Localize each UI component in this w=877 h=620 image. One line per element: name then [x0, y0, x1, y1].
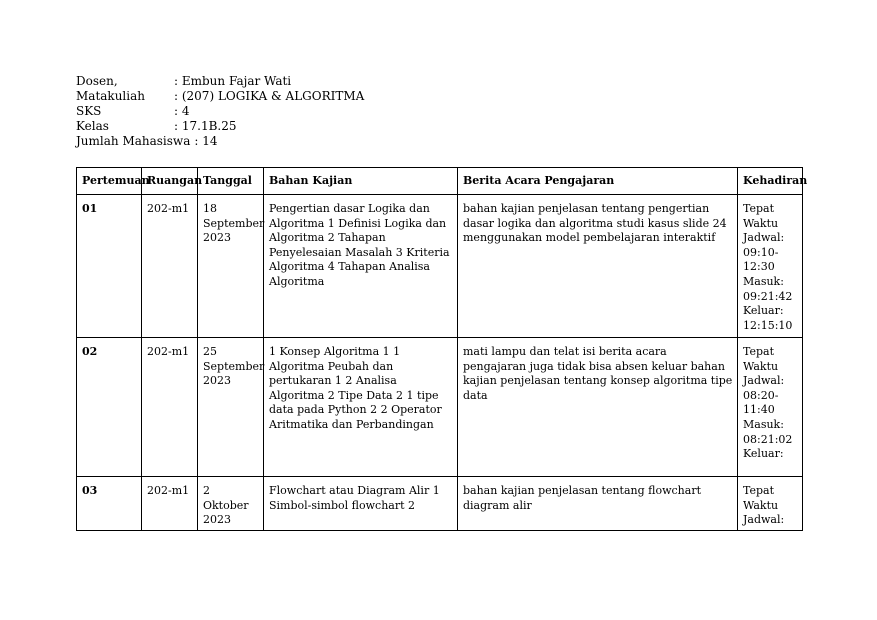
info-value: : 17.1B.25: [174, 119, 237, 133]
info-label: Jumlah Mahasiswa: [76, 134, 191, 148]
header-tanggal: Tanggal: [198, 168, 264, 195]
cell-kehadiran: Tepat Waktu Jadwal:: [738, 477, 803, 531]
info-label: Dosen,: [76, 74, 118, 88]
cell-kehadiran: Tepat Waktu Jadwal: 09:10-12:30 Masuk: 09:21:42 Keluar: 12:15:10: [738, 195, 803, 338]
info-value: : 14: [194, 134, 218, 148]
info-label: Kelas: [76, 119, 109, 133]
cell-ruangan: 202-m1: [142, 195, 198, 338]
table-row: [77, 477, 803, 531]
attendance-table: [76, 167, 808, 531]
cell-tanggal: 18 September 2023: [198, 195, 264, 338]
header-pertemuan: Pertemuan: [77, 168, 142, 195]
cell-berita-acara: bahan kajian penjelasan tentang flowchart diagram alir: [458, 477, 738, 531]
info-label: Matakuliah: [76, 89, 145, 103]
course-info: [76, 74, 364, 149]
header-berita-acara: Berita Acara Pengajaran: [458, 168, 738, 195]
info-dosen: [76, 74, 364, 89]
cell-bahan-kajian: Flowchart atau Diagram Alir 1 Simbol-simbol flowchart 2: [264, 477, 458, 531]
header-bahan-kajian: Bahan Kajian: [264, 168, 458, 195]
cell-tanggal: 25 September 2023: [198, 338, 264, 477]
header-ruangan: Ruangan: [142, 168, 198, 195]
info-value: : Embun Fajar Wati: [174, 74, 292, 88]
cell-bahan-kajian: 1 Konsep Algoritma 1 1 Algoritma Peubah dan pertukaran 1 2 Analisa Algoritma 2 Tipe Data 2 1 tipe data pada Python 2 2 Operator Aritmatika dan Perbandingan: [264, 338, 458, 477]
info-label: SKS: [76, 104, 102, 118]
info-sks: [76, 104, 364, 119]
cell-pertemuan: 03: [77, 477, 142, 531]
header-kehadiran: Kehadiran: [738, 168, 803, 195]
cell-berita-acara: bahan kajian penjelasan tentang pengertian dasar logika dan algoritma studi kasus slide 24 menggunakan model pembelajaran interaktif: [458, 195, 738, 338]
cell-bahan-kajian: Pengertian dasar Logika dan Algoritma 1 Definisi Logika dan Algoritma 2 Tahapan Penyelesaian Masalah 3 Kriteria Algoritma 4 Tahapan Analisa Algoritma: [264, 195, 458, 338]
info-jumlah-mahasiswa: [76, 134, 364, 149]
cell-ruangan: 202-m1: [142, 338, 198, 477]
cell-kehadiran: Tepat Waktu Jadwal: 08:20-11:40 Masuk: 08:21:02 Keluar:: [738, 338, 803, 477]
info-value: : (207) LOGIKA & ALGORITMA: [174, 89, 365, 103]
info-matakuliah: [76, 89, 364, 104]
table-header-row: [77, 168, 803, 195]
table-row: [77, 195, 803, 338]
cell-tanggal: 2 Oktober 2023: [198, 477, 264, 531]
cell-pertemuan: 02: [77, 338, 142, 477]
cell-berita-acara: mati lampu dan telat isi berita acara pengajaran juga tidak bisa absen keluar bahan kajian penjelasan tentang konsep algoritma tipe data: [458, 338, 738, 477]
cell-pertemuan: 01: [77, 195, 142, 338]
table-row: [77, 338, 803, 477]
info-kelas: [76, 119, 364, 134]
cell-ruangan: 202-m1: [142, 477, 198, 531]
info-value: : 4: [174, 104, 190, 118]
